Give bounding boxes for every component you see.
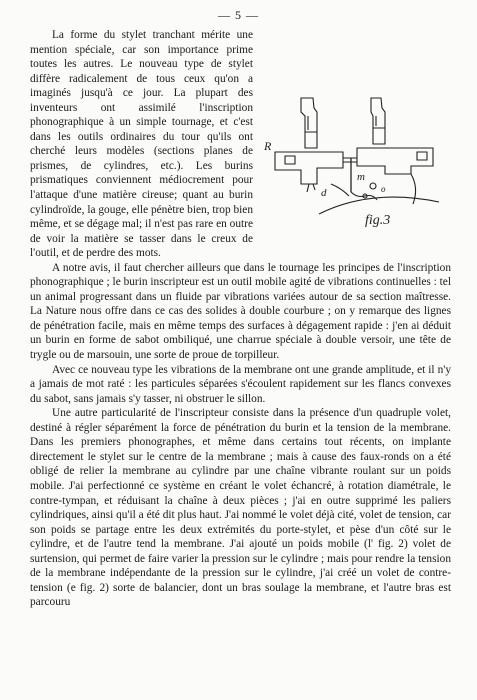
- label-o: o: [381, 184, 386, 194]
- paragraph-3: Avec ce nouveau type les vibrations de la membrane ont une grande amplitude, et il n'y a jamais de mot raté : les particules séparées s'écoulent rapidement sur les flancs convexes du sabot, sans jamais s'y tasser, ni obstruer le sillon.: [30, 363, 451, 405]
- paragraph-1: La forme du stylet tranchant mérite une mention spéciale, car son importance prime toutes les autres. Le nouveau type de stylet diffère radicalement de tous ceux qu'on a imaginés jusqu'à ce jour. La plupart des inventeurs ont assimilé l'inscription phonographique à un simple tournage, et c'est dans les outils ordinaires du tour qu'ils ont cherché leurs modèles (sections planes de prismes, de cylindres, etc.). Les burins prismatiques conviennent médiocrement pour l'attaque d'une matière cireuse; quant au burin cylindroïde, la gouge, elle pénètre bien, trop bien même, et se dégage mal; il n'est pas rare en outre de voir la matière se tasser dans le creux de l'outil, et de perdre des mots.: [30, 29, 254, 260]
- label-d: d: [321, 187, 327, 199]
- paragraph-2: A notre avis, il faut chercher ailleurs que dans le tournage les principes de l'inscription phonographique ; le burin inscripteur est un outil mobile agité de vibrations continuelles : tel un animal progressant dans un fluide par vibrations variées autour de sa section maîtresse. La Nature nous offre dans ce cas des solides à double courbure ; on y remarque des lignes de pénétration facile, mais en même temps des surfaces à dégagement rapide : j'en ai déduit un burin en forme de sabot ombiliqué, une charrue spéciale à double versoir, une tête de trygle ou de marsouin, une sorte de proue de torpilleur.: [30, 261, 451, 362]
- label-r: R: [264, 139, 272, 153]
- figure-3: [261, 92, 451, 233]
- stylet-mechanism-drawing: [261, 92, 451, 233]
- label-m: m: [357, 171, 365, 183]
- page-number: — 5 —: [218, 8, 259, 22]
- figure-caption: fig.3: [365, 213, 391, 228]
- paragraph-4: Une autre particularité de l'inscripteur consiste dans la présence d'un quadruple volet, destiné à régler séparément la force de pénétration du burin et la tension de la membrane. Dans les premiers phonographes, et même dans certains tout récents, on implante directement le stylet sur le centre de la membrane ; mais à cause des faux-ronds on a été obligé de relier la membrane au cylindre par une chaîne vibrante roulant sur un poids mobile. J'ai perfectionné ce système en créant le volet échancré, à rotation diamétrale, le contre-tympan, et réduisant la chaîne à deux pièces ; j'ai en outre supprimé les paliers cylindriques, ainsi qu'il a été dit plus haut. J'ai nommé le volet déjà cité, volet de tension, car son poids se partage entre les deux extrémités du porte-stylet, et pèse d'un côté sur le cylindre, et de l'autre tend la membrane. J'ai ajouté un poids mobile (l' fig. 2) volet de surtension, qui permet de faire varier la pression sur le cylindre ; mais pour rendre la tension de la membrane indépendante de la pression sur le cylindre, j'ai créé un volet de contre-tension (e fig. 2) sorte de balancier, dont un bras soulage la membrane, et l'autre bras est parcouru: [30, 407, 451, 609]
- body-text: [30, 28, 451, 610]
